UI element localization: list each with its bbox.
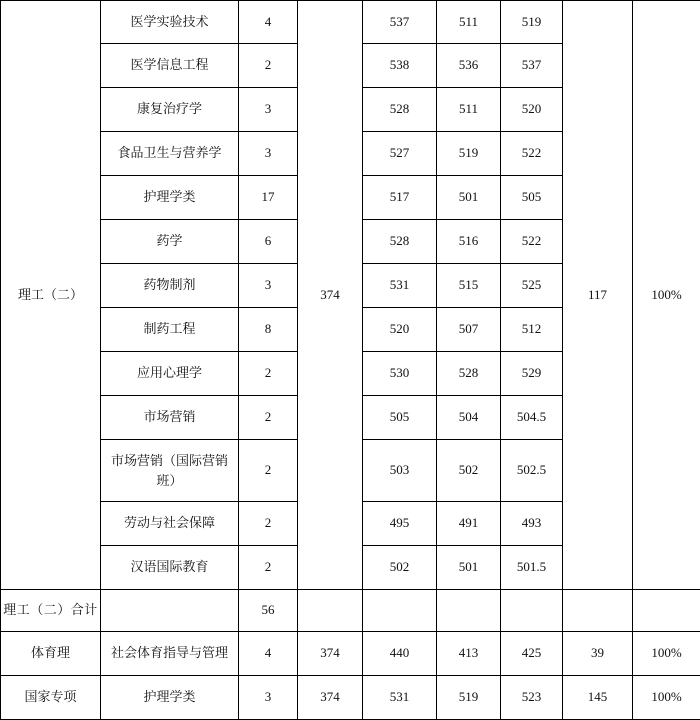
lowest-score-cell: 515 [437,264,501,308]
major-name-cell: 护理学类 [101,676,239,720]
highest-score-cell: 502 [363,546,437,590]
average-score-cell: 520 [501,88,563,132]
lowest-score-cell: 519 [437,676,501,720]
subtotal-row [1,590,700,632]
major-name-cell: 制药工程 [101,308,239,352]
plan-count-cell: 2 [239,546,298,590]
major-name-cell: 应用心理学 [101,352,239,396]
average-score-cell: 522 [501,132,563,176]
completion-rate-cell: 100% [633,1,700,590]
lowest-score-cell: 501 [437,546,501,590]
lowest-score-cell: 528 [437,352,501,396]
group-label-cell: 理工（二） [1,1,101,590]
major-name-cell: 药学 [101,220,239,264]
subtotal-batch-line-cell [298,590,363,632]
highest-score-cell: 517 [363,176,437,220]
subtotal-average-score-cell [501,590,563,632]
highest-score-cell: 537 [363,1,437,44]
plan-count-cell: 2 [239,352,298,396]
subtotal-major-cell [101,590,239,632]
plan-count-cell: 2 [239,396,298,440]
average-score-cell: 504.5 [501,396,563,440]
highest-score-cell: 527 [363,132,437,176]
major-name-cell: 市场营销（国际营销班） [101,440,239,502]
highest-score-cell: 530 [363,352,437,396]
average-score-cell: 425 [501,632,563,676]
lowest-score-cell: 491 [437,502,501,546]
average-score-cell: 522 [501,220,563,264]
plan-count-cell: 6 [239,220,298,264]
plan-count-cell: 3 [239,88,298,132]
major-name-cell: 汉语国际教育 [101,546,239,590]
table-row [1,632,700,676]
average-score-cell: 501.5 [501,546,563,590]
plan-count-cell: 3 [239,132,298,176]
lowest-score-cell: 511 [437,88,501,132]
lowest-score-cell: 502 [437,440,501,502]
batch-line-cell: 374 [298,632,363,676]
batch-line-cell: 374 [298,1,363,590]
lowest-score-cell: 536 [437,44,501,88]
table-body [1,1,700,720]
major-name-cell: 康复治疗学 [101,88,239,132]
plan-count-cell: 3 [239,264,298,308]
average-score-cell: 525 [501,264,563,308]
plan-count-cell: 17 [239,176,298,220]
highest-score-cell: 503 [363,440,437,502]
highest-score-cell: 531 [363,676,437,720]
highest-score-cell: 440 [363,632,437,676]
major-name-cell: 医学实验技术 [101,1,239,44]
group-label-cell: 国家专项 [1,676,101,720]
major-name-cell: 市场营销 [101,396,239,440]
plan-count-cell: 2 [239,502,298,546]
subtotal-label-cell: 理工（二）合计 [1,590,101,632]
major-name-cell: 医学信息工程 [101,44,239,88]
rank-cell: 39 [563,632,633,676]
completion-rate-cell: 100% [633,676,700,720]
average-score-cell: 493 [501,502,563,546]
major-name-cell: 劳动与社会保障 [101,502,239,546]
average-score-cell: 502.5 [501,440,563,502]
lowest-score-cell: 519 [437,132,501,176]
subtotal-lowest-score-cell [437,590,501,632]
rank-cell: 145 [563,676,633,720]
plan-count-cell: 8 [239,308,298,352]
rank-cell: 117 [563,1,633,590]
highest-score-cell: 520 [363,308,437,352]
plan-count-cell: 3 [239,676,298,720]
table-row [1,1,700,44]
plan-count-cell: 2 [239,440,298,502]
table-row [1,676,700,720]
lowest-score-cell: 507 [437,308,501,352]
plan-count-cell: 4 [239,632,298,676]
average-score-cell: 523 [501,676,563,720]
major-name-cell: 护理学类 [101,176,239,220]
lowest-score-cell: 511 [437,1,501,44]
major-name-cell: 药物制剂 [101,264,239,308]
highest-score-cell: 528 [363,220,437,264]
major-name-cell: 食品卫生与营养学 [101,132,239,176]
lowest-score-cell: 413 [437,632,501,676]
subtotal-plan-cell: 56 [239,590,298,632]
completion-rate-cell: 100% [633,632,700,676]
highest-score-cell: 538 [363,44,437,88]
lowest-score-cell: 504 [437,396,501,440]
average-score-cell: 537 [501,44,563,88]
group-label-cell: 体育理 [1,632,101,676]
lowest-score-cell: 516 [437,220,501,264]
highest-score-cell: 505 [363,396,437,440]
subtotal-highest-score-cell [363,590,437,632]
highest-score-cell: 495 [363,502,437,546]
average-score-cell: 512 [501,308,563,352]
batch-line-cell: 374 [298,676,363,720]
lowest-score-cell: 501 [437,176,501,220]
major-name-cell: 社会体育指导与管理 [101,632,239,676]
plan-count-cell: 2 [239,44,298,88]
highest-score-cell: 531 [363,264,437,308]
average-score-cell: 529 [501,352,563,396]
average-score-cell: 519 [501,1,563,44]
average-score-cell: 505 [501,176,563,220]
highest-score-cell: 528 [363,88,437,132]
subtotal-rank-cell [563,590,633,632]
plan-count-cell: 4 [239,1,298,44]
subtotal-completion-rate-cell [633,590,700,632]
